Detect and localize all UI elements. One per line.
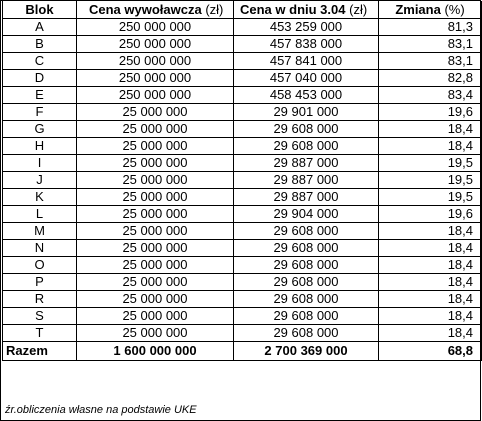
- cell-starting-price: 25 000 000: [77, 274, 234, 291]
- cell-block: H: [3, 138, 77, 155]
- cell-change: 83,1: [379, 36, 482, 53]
- table-row: [3, 87, 482, 104]
- cell-starting-price: 250 000 000: [77, 70, 234, 87]
- cell-block: M: [3, 223, 77, 240]
- cell-price-on-date: 29 608 000: [234, 308, 379, 325]
- cell-price-on-date: 29 608 000: [234, 138, 379, 155]
- table-row: [3, 257, 482, 274]
- cell-block: O: [3, 257, 77, 274]
- cell-block: I: [3, 155, 77, 172]
- cell-block: R: [3, 291, 77, 308]
- cell-price-on-date: 457 040 000: [234, 70, 379, 87]
- cell-change: 82,8: [379, 70, 482, 87]
- cell-starting-price: 25 000 000: [77, 104, 234, 121]
- table-row: [3, 36, 482, 53]
- table-row: [3, 223, 482, 240]
- table-row: [3, 138, 482, 155]
- cell-price-on-date: 29 887 000: [234, 155, 379, 172]
- cell-block: G: [3, 121, 77, 138]
- cell-price-on-date: 29 608 000: [234, 325, 379, 342]
- cell-change: 18,4: [379, 325, 482, 342]
- cell-starting-price: 25 000 000: [77, 325, 234, 342]
- cell-price-on-date: 29 901 000: [234, 104, 379, 121]
- cell-block: D: [3, 70, 77, 87]
- cell-starting-price: 25 000 000: [77, 206, 234, 223]
- cell-starting-price: 25 000 000: [77, 155, 234, 172]
- table-row: [3, 308, 482, 325]
- table-row: [3, 291, 482, 308]
- cell-price-on-date: 29 608 000: [234, 240, 379, 257]
- cell-change: 18,4: [379, 308, 482, 325]
- header-price-on-date: Cena w dniu 3.04 (zł): [234, 1, 379, 19]
- cell-block: N: [3, 240, 77, 257]
- table-row: [3, 240, 482, 257]
- table-row: [3, 121, 482, 138]
- cell-block: J: [3, 172, 77, 189]
- table-row: [3, 104, 482, 121]
- cell-starting-price: 250 000 000: [77, 87, 234, 104]
- cell-starting-price: 25 000 000: [77, 223, 234, 240]
- cell-price-on-date: 453 259 000: [234, 19, 379, 36]
- cell-change: 19,5: [379, 155, 482, 172]
- total-price-on-date: 2 700 369 000: [234, 342, 379, 361]
- table-row: [3, 155, 482, 172]
- cell-price-on-date: 457 841 000: [234, 53, 379, 70]
- cell-change: 18,4: [379, 121, 482, 138]
- cell-change: 83,1: [379, 53, 482, 70]
- cell-price-on-date: 29 887 000: [234, 172, 379, 189]
- table-header-row: [3, 1, 482, 19]
- cell-change: 18,4: [379, 257, 482, 274]
- header-block: Blok: [3, 1, 77, 19]
- cell-block: A: [3, 19, 77, 36]
- cell-starting-price: 25 000 000: [77, 308, 234, 325]
- cell-change: 19,5: [379, 189, 482, 206]
- cell-change: 83,4: [379, 87, 482, 104]
- cell-starting-price: 25 000 000: [77, 240, 234, 257]
- table-row: [3, 19, 482, 36]
- cell-starting-price: 250 000 000: [77, 19, 234, 36]
- cell-block: C: [3, 53, 77, 70]
- cell-block: E: [3, 87, 77, 104]
- cell-price-on-date: 29 608 000: [234, 274, 379, 291]
- cell-price-on-date: 29 608 000: [234, 257, 379, 274]
- cell-starting-price: 25 000 000: [77, 291, 234, 308]
- cell-change: 18,4: [379, 291, 482, 308]
- table-body: [3, 19, 482, 342]
- table-row: [3, 172, 482, 189]
- total-label: Razem: [3, 342, 77, 361]
- header-change: Zmiana (%): [379, 1, 482, 19]
- cell-change: 81,3: [379, 19, 482, 36]
- cell-change: 18,4: [379, 223, 482, 240]
- cell-block: F: [3, 104, 77, 121]
- table-row: [3, 274, 482, 291]
- cell-price-on-date: 29 887 000: [234, 189, 379, 206]
- cell-change: 19,6: [379, 104, 482, 121]
- cell-starting-price: 250 000 000: [77, 36, 234, 53]
- table-row: [3, 325, 482, 342]
- cell-block: S: [3, 308, 77, 325]
- cell-price-on-date: 457 838 000: [234, 36, 379, 53]
- cell-change: 18,4: [379, 138, 482, 155]
- cell-price-on-date: 29 904 000: [234, 206, 379, 223]
- cell-starting-price: 25 000 000: [77, 172, 234, 189]
- cell-price-on-date: 458 453 000: [234, 87, 379, 104]
- table-total-row: [3, 342, 482, 361]
- cell-block: B: [3, 36, 77, 53]
- total-starting-price: 1 600 000 000: [77, 342, 234, 361]
- total-change: 68,8: [379, 342, 482, 361]
- table-row: [3, 53, 482, 70]
- cell-block: L: [3, 206, 77, 223]
- cell-starting-price: 25 000 000: [77, 121, 234, 138]
- table-row: [3, 70, 482, 87]
- cell-block: T: [3, 325, 77, 342]
- table-row: [3, 206, 482, 223]
- cell-change: 19,5: [379, 172, 482, 189]
- auction-prices-table: [2, 1, 482, 361]
- cell-starting-price: 250 000 000: [77, 53, 234, 70]
- cell-starting-price: 25 000 000: [77, 189, 234, 206]
- cell-price-on-date: 29 608 000: [234, 223, 379, 240]
- cell-block: P: [3, 274, 77, 291]
- cell-starting-price: 25 000 000: [77, 257, 234, 274]
- cell-change: 18,4: [379, 274, 482, 291]
- header-starting-price: Cena wywoławcza (zł): [77, 1, 234, 19]
- table-row: [3, 189, 482, 206]
- source-note: źr.obliczenia własne na podstawie UKE: [5, 404, 197, 416]
- cell-price-on-date: 29 608 000: [234, 121, 379, 138]
- cell-block: K: [3, 189, 77, 206]
- cell-change: 19,6: [379, 206, 482, 223]
- cell-starting-price: 25 000 000: [77, 138, 234, 155]
- cell-price-on-date: 29 608 000: [234, 291, 379, 308]
- cell-change: 18,4: [379, 240, 482, 257]
